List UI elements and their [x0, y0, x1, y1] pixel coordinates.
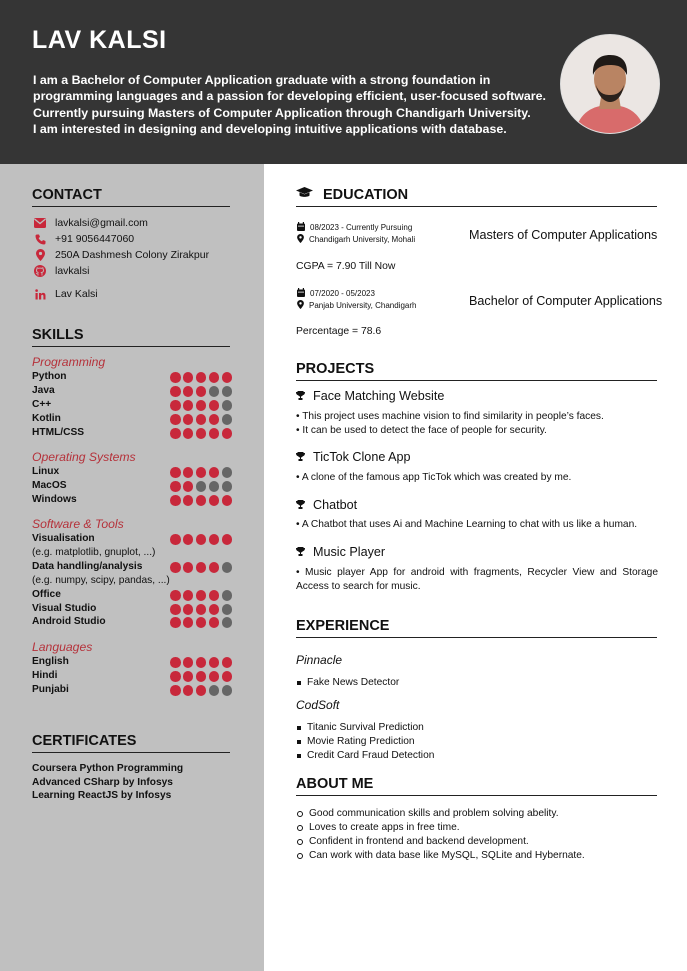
rating-dot-empty: [222, 590, 233, 601]
rating-dot-filled: [196, 495, 207, 506]
project-description: • It can be used to detect the face of people for security.: [296, 425, 547, 436]
education-dates: [297, 288, 375, 299]
skill-rating: [170, 467, 232, 478]
phone-text: +91 9056447060: [55, 233, 135, 245]
skill-row: [32, 413, 232, 426]
rating-dot-filled: [209, 400, 220, 411]
intro-line: I am interested in designing and developing intuitive applications with database.: [33, 121, 507, 136]
rating-dot-filled: [170, 617, 181, 628]
rating-dot-filled: [209, 604, 220, 615]
education-dates: [297, 222, 412, 233]
skill-category: Programming: [32, 355, 106, 369]
rating-dot-filled: [170, 400, 181, 411]
about-heading: ABOUT ME: [296, 776, 657, 796]
skill-label: Visual Studio: [32, 603, 97, 614]
skill-rating: [170, 495, 232, 506]
rating-dot-filled: [183, 590, 194, 601]
trophy-icon: [296, 450, 305, 464]
experience-item: [297, 677, 399, 688]
skill-label: Office: [32, 589, 61, 600]
linkedin-text: Lav Kalsi: [55, 288, 98, 300]
skill-label: C++: [32, 399, 52, 410]
company-name: Pinnacle: [296, 653, 343, 667]
about-item: [297, 808, 559, 819]
skill-rating: [170, 481, 232, 492]
contact-heading: CONTACT: [32, 187, 230, 207]
intro-line: I am a Bachelor of Computer Application graduate with a strong foundation in: [33, 73, 491, 87]
skill-row: [32, 385, 232, 398]
rating-dot-empty: [209, 386, 220, 397]
rating-dot-filled: [222, 534, 233, 545]
rating-dot-filled: [183, 481, 194, 492]
rating-dot-filled: [170, 467, 181, 478]
certificates-heading: CERTIFICATES: [32, 733, 230, 753]
skill-row: [32, 494, 232, 507]
experience-item-text: Movie Rating Prediction: [307, 736, 415, 747]
rating-dot-filled: [183, 685, 194, 696]
rating-dot-filled: [170, 657, 181, 668]
rating-dot-filled: [183, 562, 194, 573]
skill-row: [32, 684, 232, 697]
trophy-icon: [296, 389, 305, 403]
rating-dot-filled: [183, 671, 194, 682]
skill-note: (e.g. numpy, scipy, pandas, ...): [32, 575, 170, 586]
rating-dot-filled: [196, 590, 207, 601]
rating-dot-filled: [209, 562, 220, 573]
rating-dot-filled: [170, 386, 181, 397]
rating-dot-empty: [222, 467, 233, 478]
rating-dot-filled: [183, 372, 194, 383]
education-score: CGPA = 7.90 Till Now: [296, 261, 396, 272]
rating-dot-filled: [209, 671, 220, 682]
rating-dot-filled: [209, 657, 220, 668]
skill-label: HTML/CSS: [32, 427, 85, 438]
skill-label: Hindi: [32, 670, 58, 681]
rating-dot-filled: [196, 467, 207, 478]
skill-row: [32, 399, 232, 412]
bullet-square: [297, 740, 301, 744]
skill-label: Python: [32, 371, 67, 382]
certificate-item: Learning ReactJS by Infosys: [32, 790, 172, 801]
contact-phone[interactable]: [34, 232, 134, 246]
main-content: [264, 164, 687, 971]
education-dates-text: 07/2020 - 05/2023: [310, 289, 375, 298]
intro-text: [33, 72, 553, 137]
about-item: [297, 822, 460, 833]
rating-dot-filled: [222, 657, 233, 668]
about-item-text: Confident in frontend and backend development.: [309, 836, 529, 847]
trophy-icon: [296, 545, 305, 559]
rating-dot-filled: [222, 428, 233, 439]
sidebar: [0, 164, 264, 971]
skill-rating: [170, 617, 232, 628]
skill-label: MacOS: [32, 480, 67, 491]
skill-rating: [170, 590, 232, 601]
rating-dot-filled: [196, 604, 207, 615]
rating-dot-filled: [209, 467, 220, 478]
project-name: Music Player: [313, 545, 386, 559]
rating-dot-filled: [196, 414, 207, 425]
skill-row: [32, 466, 232, 479]
rating-dot-filled: [196, 400, 207, 411]
experience-item-text: Fake News Detector: [307, 677, 400, 688]
rating-dot-filled: [222, 372, 233, 383]
bullet-circle: [297, 853, 303, 859]
skill-rating: [170, 400, 232, 411]
skill-rating: [170, 414, 232, 425]
bullet-square: [297, 754, 301, 758]
skill-rating: [170, 604, 232, 615]
contact-github[interactable]: [34, 264, 89, 278]
rating-dot-filled: [209, 590, 220, 601]
skill-rating: [170, 534, 232, 545]
education-degree: Bachelor of Computer Applications: [469, 294, 663, 308]
about-item: [297, 850, 585, 861]
education-heading: [296, 187, 657, 207]
education-degree: Masters of Computer Applications: [469, 228, 658, 242]
education-score: Percentage = 78.6: [296, 326, 382, 337]
rating-dot-filled: [170, 562, 181, 573]
rating-dot-empty: [222, 386, 233, 397]
skill-label: Visualisation: [32, 533, 95, 544]
skill-rating: [170, 685, 232, 696]
education-dates-text: 08/2023 - Currently Pursuing: [310, 223, 413, 232]
skill-label: Data handling/analysis: [32, 561, 143, 572]
company-name: CodSoft: [296, 698, 340, 712]
rating-dot-filled: [196, 534, 207, 545]
rating-dot-filled: [170, 481, 181, 492]
skill-rating: [170, 372, 232, 383]
rating-dot-filled: [183, 386, 194, 397]
email-text: lavkalsi@gmail.com: [55, 217, 148, 229]
project-title: [296, 545, 385, 559]
rating-dot-filled: [170, 428, 181, 439]
rating-dot-filled: [209, 428, 220, 439]
rating-dot-empty: [222, 400, 233, 411]
rating-dot-filled: [209, 617, 220, 628]
skill-row: [32, 561, 232, 574]
rating-dot-filled: [209, 372, 220, 383]
skill-row: [32, 603, 232, 616]
bullet-circle: [297, 811, 303, 817]
skill-label: Punjabi: [32, 684, 69, 695]
rating-dot-filled: [222, 671, 233, 682]
calendar-icon: [297, 288, 305, 299]
rating-dot-empty: [222, 481, 233, 492]
skill-row: [32, 427, 232, 440]
education-place: [297, 300, 416, 311]
rating-dot-empty: [209, 685, 220, 696]
rating-dot-empty: [196, 481, 207, 492]
rating-dot-filled: [183, 467, 194, 478]
skill-rating: [170, 428, 232, 439]
project-name: Face Matching Website: [313, 389, 445, 403]
rating-dot-filled: [183, 428, 194, 439]
project-description: • Music player App for android with fragments, Recycler View and Storage Access to search for music.: [296, 567, 658, 592]
project-title: [296, 450, 411, 464]
map-marker-icon: [34, 249, 46, 261]
rating-dot-filled: [170, 414, 181, 425]
experience-item-text: Credit Card Fraud Detection: [307, 750, 435, 761]
skill-row: [32, 616, 232, 629]
skill-category: Languages: [32, 640, 93, 654]
rating-dot-empty: [222, 562, 233, 573]
certificate-item: Advanced CSharp by Infosys: [32, 777, 173, 788]
graduation-cap-icon: [296, 187, 313, 203]
skill-rating: [170, 386, 232, 397]
project-title: [296, 498, 357, 512]
intro-line: Currently pursuing Masters of Computer Application through Chandigarh University.: [33, 105, 531, 120]
rating-dot-filled: [196, 685, 207, 696]
rating-dot-filled: [196, 657, 207, 668]
calendar-icon: [297, 222, 305, 233]
about-item: [297, 836, 529, 847]
rating-dot-empty: [222, 604, 233, 615]
rating-dot-filled: [183, 657, 194, 668]
skill-row: [32, 371, 232, 384]
rating-dot-filled: [209, 414, 220, 425]
rating-dot-filled: [183, 617, 194, 628]
skill-row: [32, 480, 232, 493]
envelope-icon: [34, 217, 46, 229]
rating-dot-filled: [183, 414, 194, 425]
rating-dot-filled: [170, 590, 181, 601]
skill-rating: [170, 562, 232, 573]
about-item-text: Good communication skills and problem solving abelity.: [309, 808, 559, 819]
profile-photo: [560, 34, 660, 134]
rating-dot-filled: [196, 372, 207, 383]
skill-row: [32, 533, 232, 546]
experience-item-text: Titanic Survival Prediction: [307, 722, 424, 733]
rating-dot-filled: [170, 534, 181, 545]
intro-line: programming languages and a passion for developing efficient, user-focused software.: [33, 89, 546, 104]
rating-dot-empty: [209, 481, 220, 492]
skill-category: Operating Systems: [32, 450, 136, 464]
rating-dot-filled: [170, 604, 181, 615]
project-description: • This project uses machine vision to find similarity in people’s faces.: [296, 411, 604, 422]
header: [0, 0, 687, 164]
about-item-text: Loves to create apps in free time.: [309, 822, 460, 833]
certificate-item: Coursera Python Programming: [32, 763, 184, 774]
about-item-text: Can work with data base like MySQL, SQLite and Hybernate.: [309, 850, 585, 861]
education-heading-text: EDUCATION: [323, 187, 409, 203]
rating-dot-filled: [196, 562, 207, 573]
skill-label: Java: [32, 385, 55, 396]
github-icon: [34, 265, 46, 277]
contact-email[interactable]: [34, 216, 148, 230]
skill-row: [32, 670, 232, 683]
skill-rating: [170, 657, 232, 668]
skill-label: Kotlin: [32, 413, 61, 424]
rating-dot-filled: [170, 685, 181, 696]
address-text: 250A Dashmesh Colony Zirakpur: [55, 249, 210, 261]
skill-rating: [170, 671, 232, 682]
rating-dot-empty: [222, 685, 233, 696]
rating-dot-filled: [222, 495, 233, 506]
education-place-text: Chandigarh University, Mohali: [309, 235, 416, 244]
rating-dot-filled: [209, 534, 220, 545]
rating-dot-filled: [170, 372, 181, 383]
rating-dot-filled: [183, 495, 194, 506]
contact-linkedin[interactable]: [34, 287, 98, 301]
rating-dot-filled: [209, 495, 220, 506]
projects-heading: PROJECTS: [296, 361, 657, 381]
skills-heading: SKILLS: [32, 327, 230, 347]
rating-dot-filled: [196, 386, 207, 397]
rating-dot-filled: [183, 534, 194, 545]
skill-label: English: [32, 656, 69, 667]
rating-dot-empty: [222, 617, 233, 628]
skill-note: (e.g. matplotlib, gnuplot, ...): [32, 547, 156, 558]
contact-address: [34, 248, 209, 262]
bullet-square: [297, 726, 301, 730]
project-description: • A clone of the famous app TicTok which was created by me.: [296, 472, 572, 483]
project-title: [296, 389, 444, 403]
rating-dot-filled: [196, 428, 207, 439]
rating-dot-filled: [183, 400, 194, 411]
project-name: Chatbot: [313, 498, 358, 512]
bullet-square: [297, 681, 301, 685]
experience-item: [297, 736, 415, 747]
rating-dot-empty: [222, 414, 233, 425]
rating-dot-filled: [170, 495, 181, 506]
trophy-icon: [296, 498, 305, 512]
rating-dot-filled: [170, 671, 181, 682]
skill-row: [32, 656, 232, 669]
experience-item: [297, 750, 434, 761]
skill-label: Windows: [32, 494, 77, 505]
rating-dot-filled: [183, 604, 194, 615]
experience-heading: EXPERIENCE: [296, 618, 657, 638]
map-marker-icon: [297, 234, 304, 245]
candidate-name: LAV KALSI: [32, 26, 167, 54]
linkedin-icon: [34, 288, 46, 300]
education-place-text: Panjab University, Chandigarh: [309, 301, 417, 310]
github-text: lavkalsi: [55, 265, 90, 277]
rating-dot-filled: [196, 617, 207, 628]
skill-label: Linux: [32, 466, 60, 477]
skill-label: Android Studio: [32, 616, 106, 627]
project-description: • A Chatbot that uses Ai and Machine Learning to chat with us like a human.: [296, 519, 638, 530]
experience-item: [297, 722, 424, 733]
education-place: [297, 234, 415, 245]
bullet-circle: [297, 839, 303, 845]
map-marker-icon: [297, 300, 304, 311]
project-name: TicTok Clone App: [313, 450, 411, 464]
skill-category: Software & Tools: [32, 517, 124, 531]
rating-dot-filled: [196, 671, 207, 682]
skill-row: [32, 589, 232, 602]
phone-icon: [34, 233, 46, 245]
bullet-circle: [297, 825, 303, 831]
